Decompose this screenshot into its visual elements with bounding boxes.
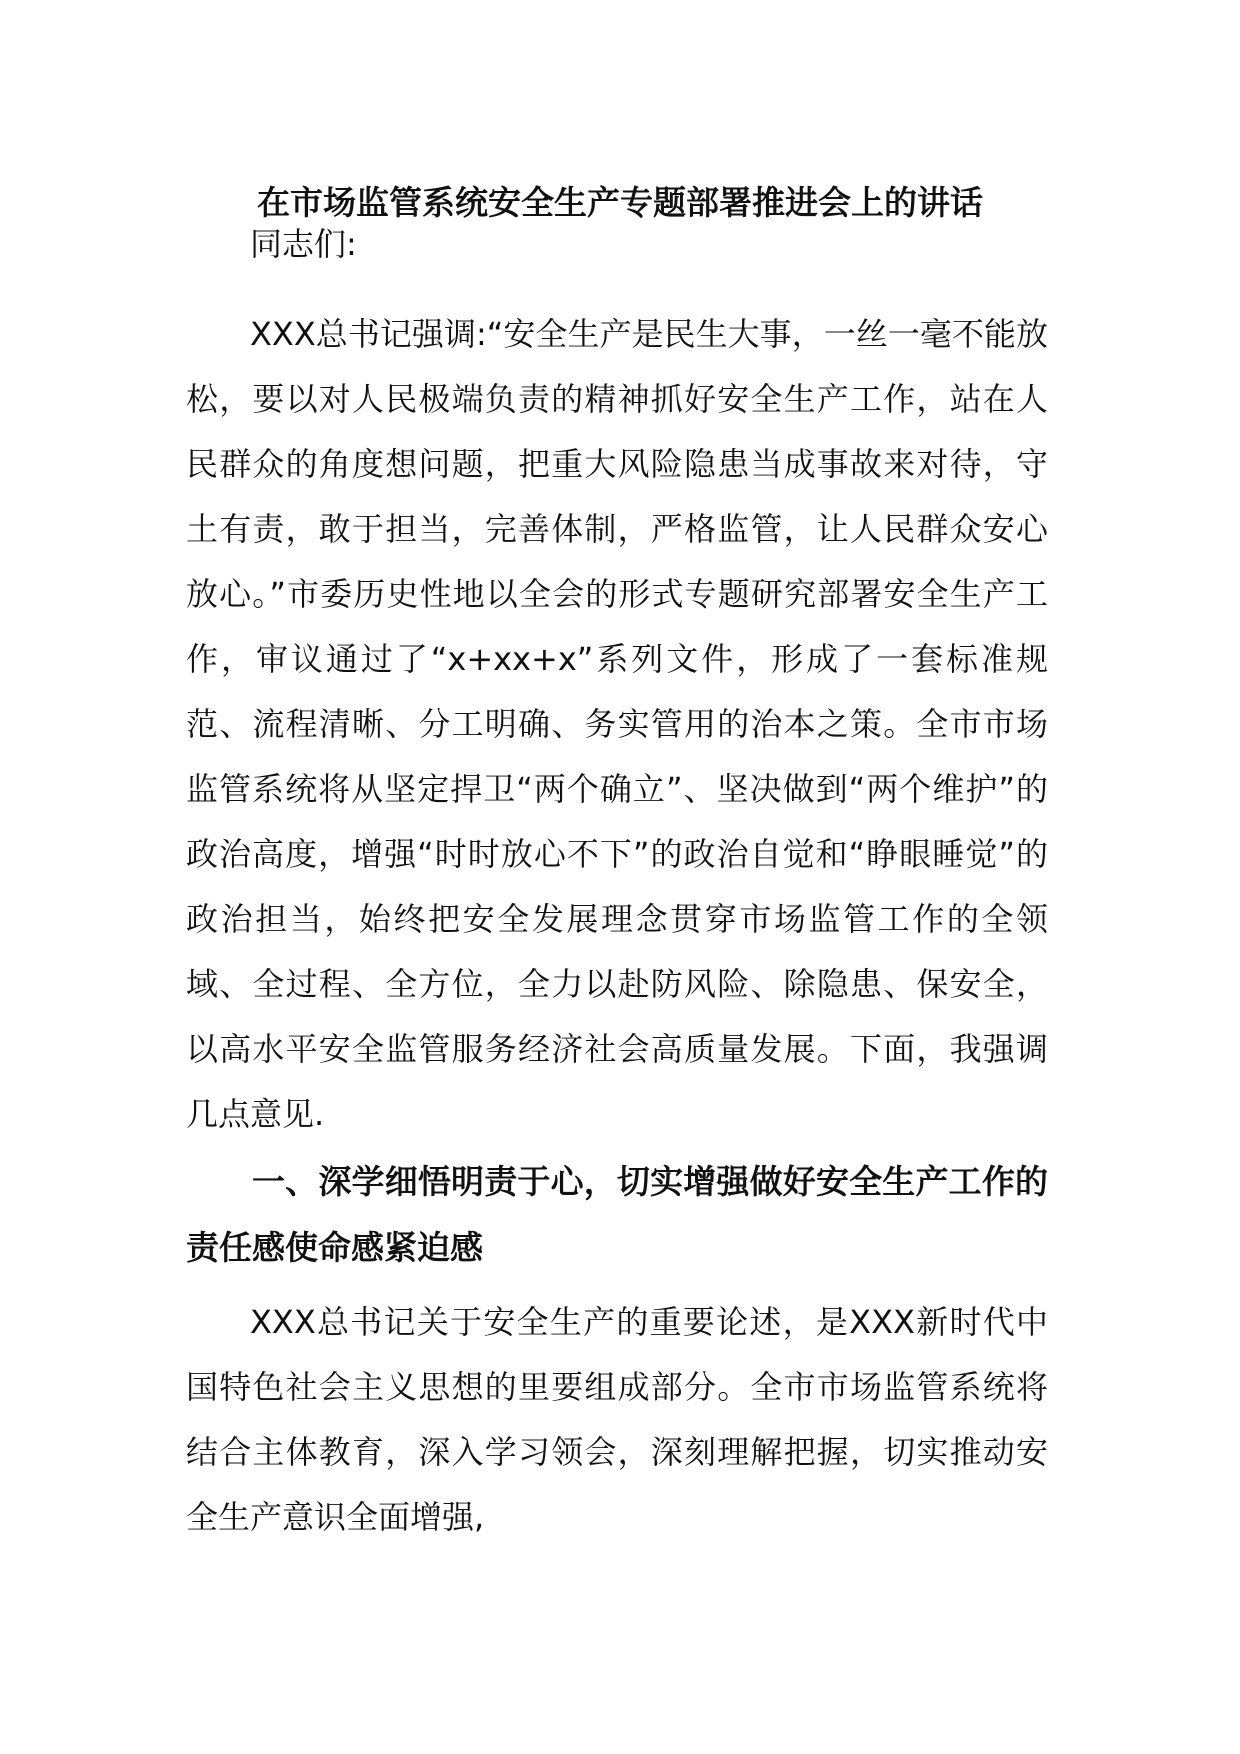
paragraph-2-text: XXX总书记关于安全生产的重要论述，是XXX新时代中国特色社会主义思想的里要组成部分。全市市场监管系统将结合主体教育，深入学习领会，深刻理解把握，切实推动安全生产意识全面增强,: [186, 1303, 1048, 1536]
salutation: [186, 212, 1048, 277]
paragraph-2: [186, 1290, 1048, 1550]
document-title: 在市场监管系统安全生产专题部署推进会上的讲话: [257, 183, 983, 222]
salutation-text: 同志们:: [250, 225, 357, 263]
paragraph-1-text: XXX总书记强调:“安全生产是民生大事，一丝一毫不能放松，要以对人民极端负责的精神抓好安全生产工作，站在人民群众的角度想问题，把重大风险隐患当成事故来对待，守土有责，敢于担当，完善体制，严格监管，让人民群众安心放心。”市委历史性地以全会的形式专题研究部署安全生产工作，审议通过了“x+xx+x”系列文件，形成了一套标准规范、流程清晰、分工明确、务实管用的治本之策。全市市场监管系统将从坚定捍卫“两个确立”、坚决做到“两个维护”的政治高度，增强“时时放心不下”的政治自觉和“睁眼睡觉”的政治担当，始终把安全发展理念贯穿市场监管工作的全领域、全过程、全方位，全力以赴防风险、除隐患、保安全，以高水平安全监管服务经济社会高质量发展。下面，我强调几点意见.: [186, 315, 1048, 1133]
paragraph-1: [186, 302, 1048, 1147]
section-heading-1: 一、深学细悟明责于心，切实增强做好安全生产工作的责任感使命感紧迫感: [186, 1162, 1048, 1267]
